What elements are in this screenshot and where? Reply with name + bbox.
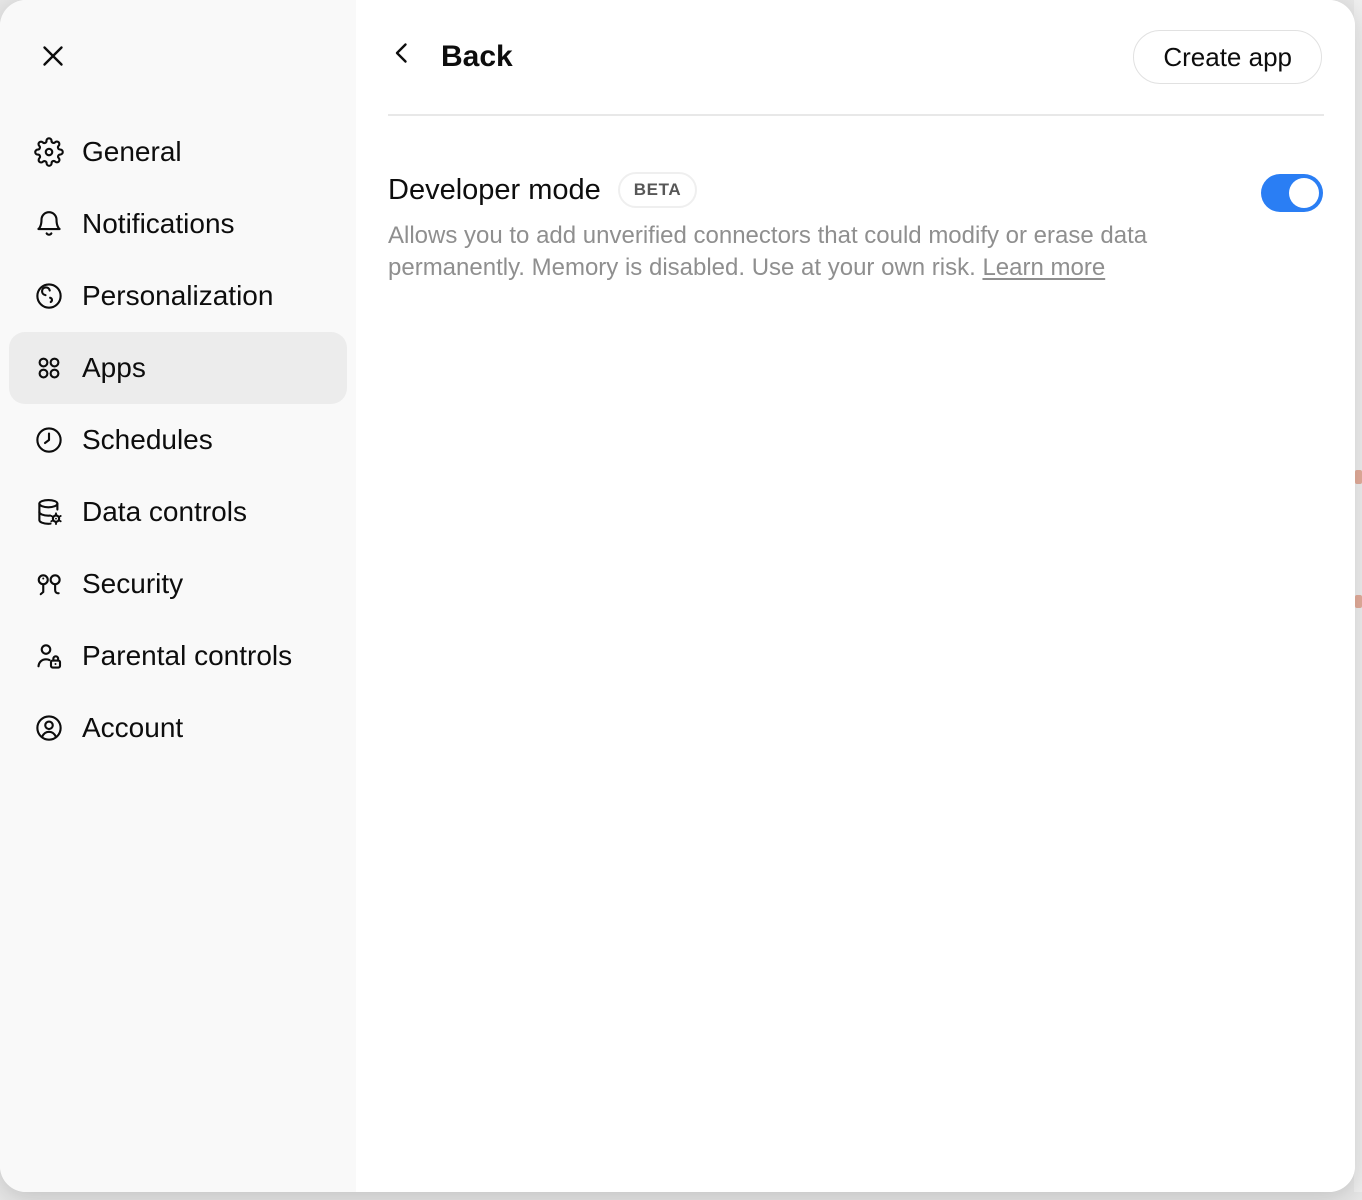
sidebar-item-data-controls[interactable] <box>9 476 347 548</box>
developer-mode-description <box>388 220 1147 284</box>
person-circle-icon <box>34 713 64 743</box>
sidebar-item-label: Notifications <box>82 208 235 239</box>
sidebar-item-general[interactable] <box>9 116 347 188</box>
sidebar-item-account[interactable] <box>9 692 347 764</box>
sidebar-item-apps[interactable] <box>9 332 347 404</box>
settings-sidebar <box>0 0 356 1192</box>
sidebar-item-label: Data controls <box>82 496 247 527</box>
apps-grid-icon <box>34 353 64 383</box>
chevron-left-icon <box>388 39 416 75</box>
bell-icon <box>34 209 64 239</box>
sidebar-item-label: Parental controls <box>82 640 293 671</box>
keys-icon <box>34 569 64 599</box>
sidebar-item-parental-controls[interactable] <box>9 620 347 692</box>
toggle-knob <box>1289 178 1319 208</box>
settings-main-panel <box>356 0 1355 1192</box>
back-label: Back <box>441 40 513 73</box>
sidebar-item-security[interactable] <box>9 548 347 620</box>
sidebar-item-label: General <box>82 136 182 167</box>
developer-mode-title: Developer mode <box>388 173 601 206</box>
learn-more-link[interactable]: Learn more <box>982 254 1106 281</box>
sidebar-nav <box>0 116 356 764</box>
create-app-button[interactable]: Create app <box>1133 30 1322 84</box>
page-header <box>356 0 1355 114</box>
developer-mode-toggle[interactable] <box>1261 174 1323 212</box>
background-content-fragment <box>1355 595 1362 608</box>
sidebar-item-personalization[interactable] <box>9 260 347 332</box>
sidebar-item-schedules[interactable] <box>9 404 347 476</box>
gear-icon <box>34 137 64 167</box>
personalization-icon <box>34 281 64 311</box>
description-line-2: permanently. Memory is disabled. Use at your own risk. <box>388 254 976 281</box>
sidebar-item-label: Schedules <box>82 424 213 455</box>
close-icon <box>38 41 68 74</box>
sidebar-item-notifications[interactable] <box>9 188 347 260</box>
sidebar-item-label: Apps <box>82 352 146 383</box>
developer-mode-text-block <box>388 172 1147 308</box>
developer-mode-section <box>356 116 1355 308</box>
sidebar-item-label: Account <box>82 712 184 743</box>
description-line-1: Allows you to add unverified connectors that could modify or erase data <box>388 222 1148 249</box>
close-button[interactable] <box>36 40 70 74</box>
clock-icon <box>34 425 64 455</box>
database-gear-icon <box>34 497 64 527</box>
sidebar-item-label: Personalization <box>82 280 274 311</box>
back-button[interactable] <box>388 39 513 75</box>
beta-badge: BETA <box>618 172 697 208</box>
person-lock-icon <box>34 641 64 671</box>
sidebar-item-label: Security <box>82 568 184 599</box>
background-content-fragment <box>1355 470 1362 484</box>
